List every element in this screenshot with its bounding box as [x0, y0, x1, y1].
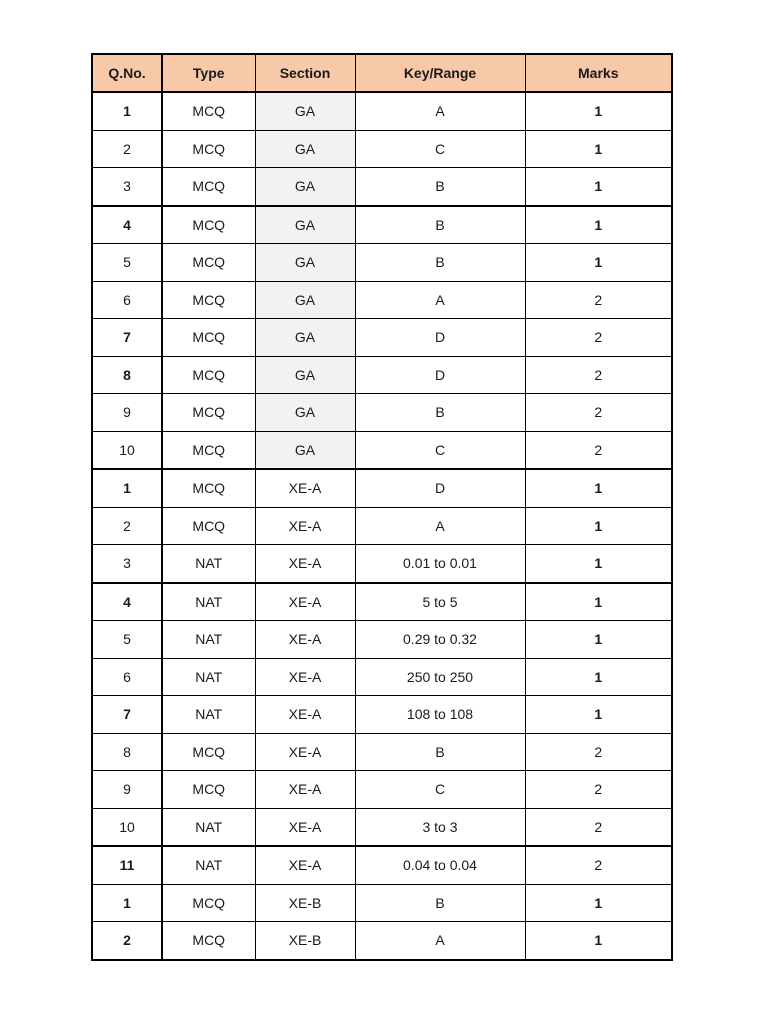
- cell-type: MCQ: [162, 356, 255, 394]
- cell-type: MCQ: [162, 319, 255, 357]
- cell-qno: 1: [92, 884, 162, 922]
- cell-key-range: C: [355, 130, 525, 168]
- cell-marks: 1: [525, 130, 672, 168]
- cell-key-range: B: [355, 206, 525, 244]
- cell-section: GA: [255, 281, 355, 319]
- table-row: [92, 281, 672, 319]
- cell-marks: 2: [525, 281, 672, 319]
- table-row: [92, 244, 672, 282]
- cell-qno: 9: [92, 394, 162, 432]
- table-row: [92, 356, 672, 394]
- answer-key-table: [91, 53, 673, 961]
- cell-qno: 5: [92, 244, 162, 282]
- table-header-row: [92, 54, 672, 92]
- table-row: [92, 206, 672, 244]
- cell-marks: 2: [525, 808, 672, 846]
- cell-section: XE-A: [255, 808, 355, 846]
- cell-section: GA: [255, 130, 355, 168]
- cell-type: MCQ: [162, 884, 255, 922]
- table-row: [92, 130, 672, 168]
- cell-key-range: B: [355, 168, 525, 206]
- header-qno: Q.No.: [92, 54, 162, 92]
- cell-marks: 1: [525, 583, 672, 621]
- cell-section: XE-A: [255, 621, 355, 659]
- cell-marks: 2: [525, 846, 672, 884]
- cell-key-range: 3 to 3: [355, 808, 525, 846]
- cell-key-range: D: [355, 469, 525, 507]
- cell-type: NAT: [162, 658, 255, 696]
- cell-marks: 2: [525, 319, 672, 357]
- cell-type: MCQ: [162, 507, 255, 545]
- cell-type: MCQ: [162, 92, 255, 130]
- cell-type: NAT: [162, 846, 255, 884]
- cell-type: MCQ: [162, 130, 255, 168]
- cell-key-range: 0.01 to 0.01: [355, 545, 525, 583]
- cell-qno: 2: [92, 130, 162, 168]
- cell-marks: 2: [525, 394, 672, 432]
- cell-marks: 2: [525, 771, 672, 809]
- table-row: [92, 771, 672, 809]
- cell-key-range: 0.29 to 0.32: [355, 621, 525, 659]
- cell-qno: 1: [92, 469, 162, 507]
- cell-qno: 8: [92, 356, 162, 394]
- cell-qno: 4: [92, 583, 162, 621]
- cell-section: GA: [255, 394, 355, 432]
- cell-key-range: A: [355, 922, 525, 960]
- cell-marks: 1: [525, 168, 672, 206]
- table-row: [92, 431, 672, 469]
- cell-type: MCQ: [162, 168, 255, 206]
- cell-qno: 3: [92, 168, 162, 206]
- cell-qno: 8: [92, 733, 162, 771]
- cell-marks: 1: [525, 922, 672, 960]
- cell-marks: 1: [525, 884, 672, 922]
- cell-key-range: 250 to 250: [355, 658, 525, 696]
- cell-section: GA: [255, 356, 355, 394]
- table-row: [92, 696, 672, 734]
- cell-key-range: B: [355, 394, 525, 432]
- cell-key-range: A: [355, 507, 525, 545]
- cell-type: NAT: [162, 621, 255, 659]
- cell-section: GA: [255, 206, 355, 244]
- cell-key-range: B: [355, 733, 525, 771]
- cell-key-range: A: [355, 92, 525, 130]
- cell-type: MCQ: [162, 206, 255, 244]
- table-row: [92, 733, 672, 771]
- table-row: [92, 168, 672, 206]
- cell-marks: 1: [525, 507, 672, 545]
- cell-qno: 6: [92, 281, 162, 319]
- cell-section: XE-A: [255, 583, 355, 621]
- table-row: [92, 469, 672, 507]
- table-row: [92, 658, 672, 696]
- cell-qno: 2: [92, 507, 162, 545]
- table-row: [92, 319, 672, 357]
- cell-section: XE-A: [255, 771, 355, 809]
- table-row: [92, 545, 672, 583]
- cell-section: XE-A: [255, 733, 355, 771]
- cell-marks: 1: [525, 696, 672, 734]
- cell-type: MCQ: [162, 244, 255, 282]
- table-row: [92, 394, 672, 432]
- cell-key-range: 0.04 to 0.04: [355, 846, 525, 884]
- cell-type: MCQ: [162, 922, 255, 960]
- cell-key-range: C: [355, 771, 525, 809]
- cell-qno: 7: [92, 696, 162, 734]
- table-body: [92, 92, 672, 960]
- table-row: [92, 621, 672, 659]
- table-row: [92, 808, 672, 846]
- cell-qno: 4: [92, 206, 162, 244]
- cell-qno: 7: [92, 319, 162, 357]
- cell-qno: 9: [92, 771, 162, 809]
- cell-section: XE-A: [255, 545, 355, 583]
- cell-marks: 2: [525, 356, 672, 394]
- cell-marks: 1: [525, 469, 672, 507]
- cell-type: NAT: [162, 545, 255, 583]
- cell-section: XE-A: [255, 846, 355, 884]
- cell-key-range: B: [355, 244, 525, 282]
- header-marks: Marks: [525, 54, 672, 92]
- cell-marks: 1: [525, 92, 672, 130]
- table-row: [92, 507, 672, 545]
- table-row: [92, 846, 672, 884]
- cell-key-range: C: [355, 431, 525, 469]
- cell-qno: 2: [92, 922, 162, 960]
- cell-section: XE-A: [255, 658, 355, 696]
- cell-key-range: 5 to 5: [355, 583, 525, 621]
- cell-section: GA: [255, 319, 355, 357]
- cell-marks: 1: [525, 244, 672, 282]
- cell-qno: 1: [92, 92, 162, 130]
- cell-section: XE-A: [255, 469, 355, 507]
- cell-section: GA: [255, 92, 355, 130]
- cell-type: MCQ: [162, 431, 255, 469]
- cell-qno: 10: [92, 431, 162, 469]
- cell-section: XE-A: [255, 507, 355, 545]
- table-row: [92, 884, 672, 922]
- cell-type: MCQ: [162, 771, 255, 809]
- table-row: [92, 583, 672, 621]
- cell-type: MCQ: [162, 469, 255, 507]
- cell-marks: 2: [525, 733, 672, 771]
- cell-section: GA: [255, 431, 355, 469]
- cell-section: XE-B: [255, 884, 355, 922]
- header-key-range: Key/Range: [355, 54, 525, 92]
- cell-key-range: B: [355, 884, 525, 922]
- cell-key-range: D: [355, 319, 525, 357]
- cell-section: GA: [255, 168, 355, 206]
- cell-section: XE-A: [255, 696, 355, 734]
- cell-marks: 1: [525, 658, 672, 696]
- cell-key-range: 108 to 108: [355, 696, 525, 734]
- table-row: [92, 92, 672, 130]
- cell-type: MCQ: [162, 281, 255, 319]
- cell-key-range: D: [355, 356, 525, 394]
- cell-qno: 11: [92, 846, 162, 884]
- cell-qno: 6: [92, 658, 162, 696]
- cell-section: GA: [255, 244, 355, 282]
- cell-type: NAT: [162, 696, 255, 734]
- cell-marks: 1: [525, 545, 672, 583]
- header-type: Type: [162, 54, 255, 92]
- cell-qno: 5: [92, 621, 162, 659]
- cell-marks: 1: [525, 206, 672, 244]
- cell-type: MCQ: [162, 733, 255, 771]
- cell-type: NAT: [162, 808, 255, 846]
- cell-key-range: A: [355, 281, 525, 319]
- table-row: [92, 922, 672, 960]
- cell-marks: 2: [525, 431, 672, 469]
- header-section: Section: [255, 54, 355, 92]
- cell-marks: 1: [525, 621, 672, 659]
- cell-qno: 3: [92, 545, 162, 583]
- cell-type: MCQ: [162, 394, 255, 432]
- cell-qno: 10: [92, 808, 162, 846]
- cell-type: NAT: [162, 583, 255, 621]
- cell-section: XE-B: [255, 922, 355, 960]
